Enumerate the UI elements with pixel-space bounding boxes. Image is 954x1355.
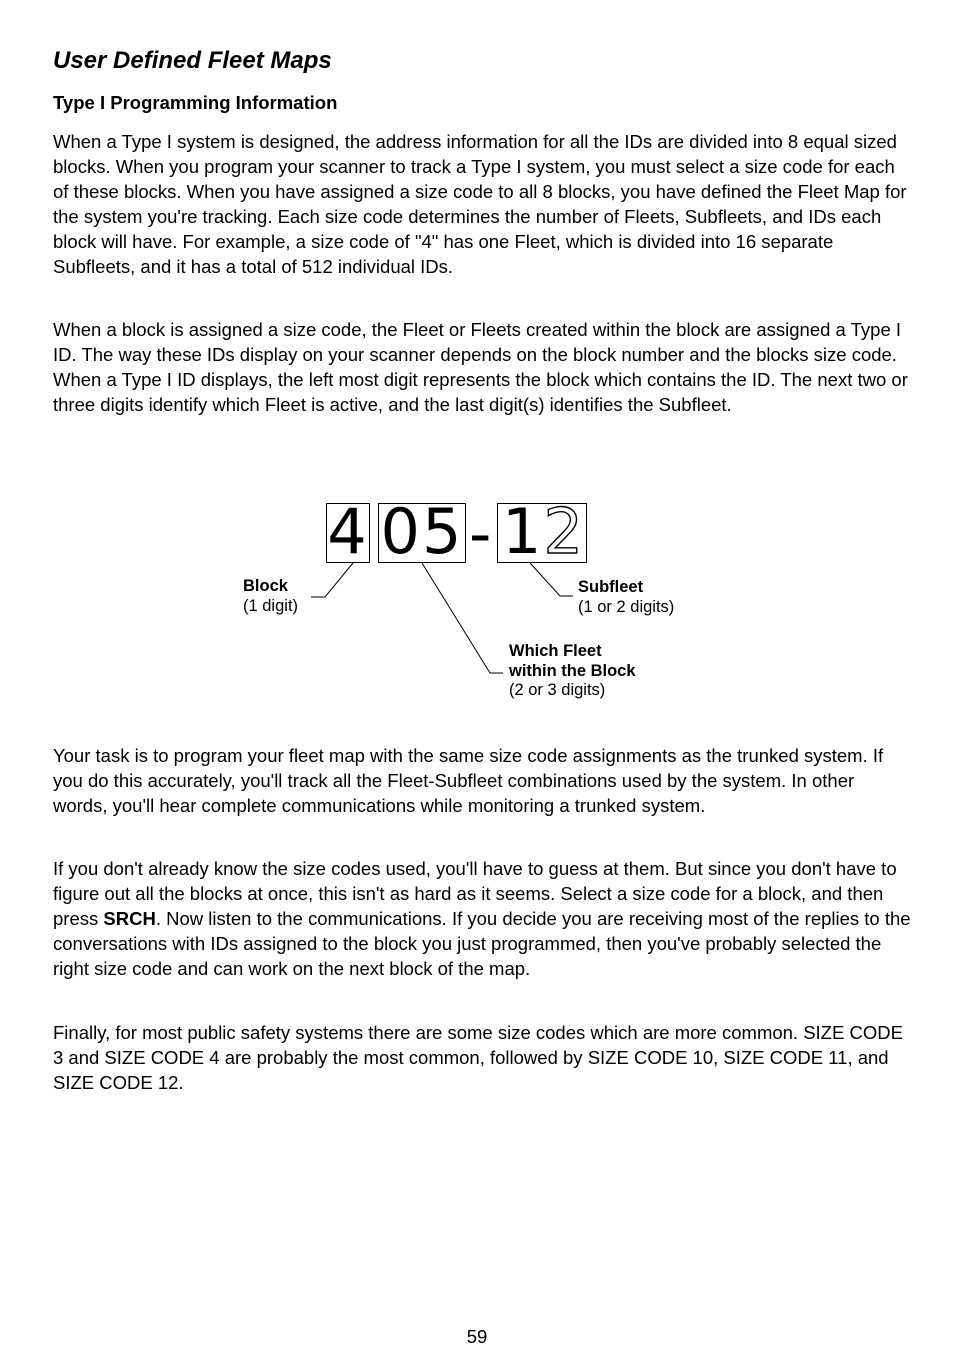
fleet-label [509, 642, 636, 701]
block-digit-box: 4 [327, 503, 369, 563]
fleet-label-sub: (2 or 3 digits) [509, 681, 606, 699]
subfleet-label [578, 578, 674, 617]
subfleet-digit: 1 [502, 503, 544, 563]
id-separator: - [469, 497, 492, 570]
page-number: 59 [466, 1326, 488, 1347]
paragraph-guessing-part1: If you don't already know the size codes used, you'll have to guess at them. But since you don't have to figure out all the blocks at once, this isn't as hard as it seems. Select a size code for a block, and then press [53, 858, 897, 929]
block-label-sub: (1 digit) [243, 596, 299, 615]
block-callout-line [311, 563, 353, 597]
section-heading: Type I Programming Information [53, 92, 338, 113]
subfleet-callout-line [530, 563, 573, 596]
paragraph-intro: When a Type I system is designed, the address information for all the IDs are divided into 8 equal sized blocks. When you program your scanner to track a Type I system, you must select a size code for each of these blocks. When you have assigned a size code to all 8 blocks, you have defined the Fleet Map for the system you're tracking. Each size code determines the number of Fleets, Subfleets, and IDs each block will have. For example, a size code of "4" has one Fleet, which is divided into 16 separate Subfleets, and it has a total of 512 individual IDs. [53, 131, 907, 277]
fleet-digits-box: 05 [378, 503, 466, 563]
fleet-label-line2: within the Block [509, 661, 636, 680]
paragraph-task: Your task is to program your fleet map with the same size code assignments as the trunked system. If you do this accurately, you'll track all the Fleet-Subfleet combinations used by the system. In other words, you'll hear complete communications while monitoring a trunked system. [53, 745, 884, 816]
paragraph-common-codes: Finally, for most public safety systems there are some size codes which are more common. SIZE CODE 3 and SIZE CODE 4 are probably the most common, followed by SIZE CODE 10, SIZE CODE 11, and SIZE CODE 12. [53, 1022, 903, 1093]
subfleet-optional-digit: 2 [543, 503, 583, 563]
paragraph-id-display: When a block is assigned a size code, the Fleet or Fleets created within the block are assigned a Type I ID. The way these IDs display on your scanner depends on the block number and the blocks size code. When a Type I ID displays, the left most digit represents the block which contains the ID. The next two or three digits identify which Fleet is active, and the last digit(s) identifies the Subfleet. [53, 319, 908, 415]
fleet-callout-line [422, 563, 503, 673]
fleet-label-line1: Which Fleet [509, 642, 602, 660]
paragraph-guessing-part2: . Now listen to the communications. If you decide you are receiving most of the replies to the conversations with IDs assigned to the block you just programmed, then you've probably selected the right size code and can work on the next block of the map. [53, 908, 911, 979]
paragraph-guessing [53, 856, 913, 981]
subfleet-label-title: Subfleet [578, 578, 644, 596]
subfleet-digits-box [497, 503, 587, 563]
block-label [243, 577, 298, 616]
srch-key-label: SRCH [103, 908, 156, 929]
block-label-title: Block [243, 577, 288, 595]
subfleet-label-sub: (1 or 2 digits) [578, 597, 675, 616]
type-i-id-diagram [0, 490, 954, 710]
page-title: User Defined Fleet Maps [53, 47, 332, 74]
